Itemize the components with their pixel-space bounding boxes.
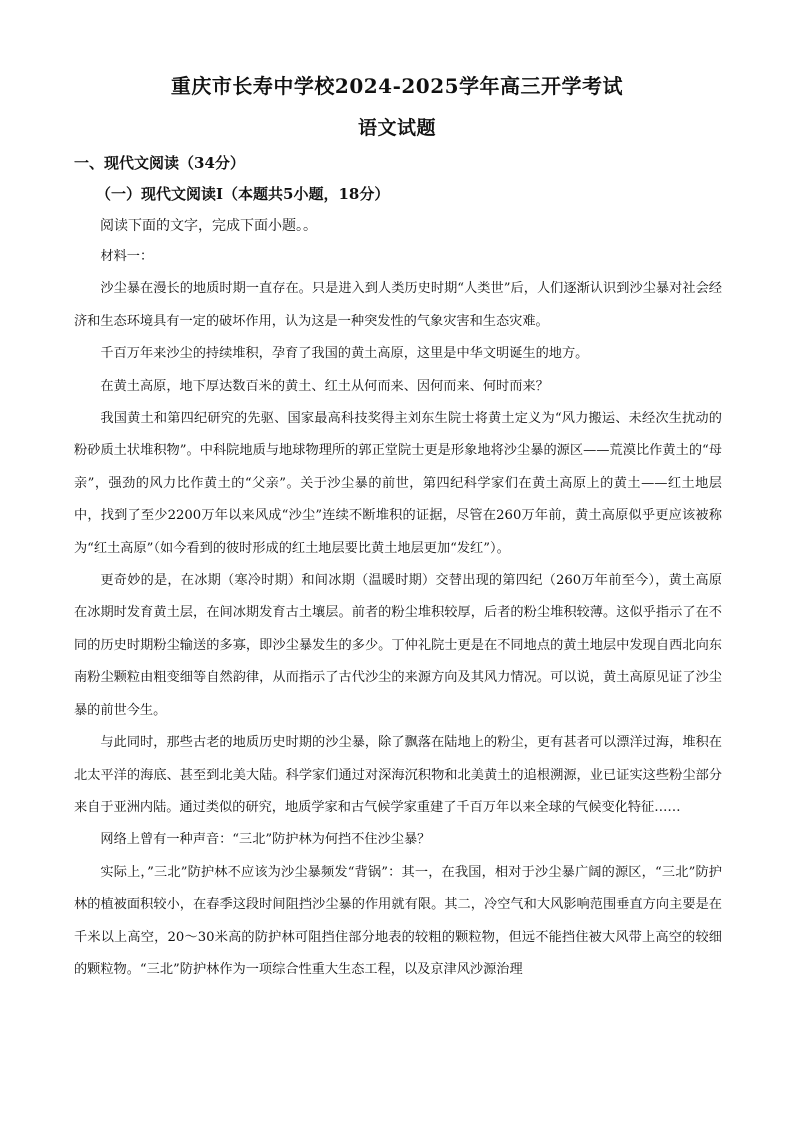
paragraph: 实际上，”三北”防护林不应该为沙尘暴频发“背锅”：其一，在我国，相对于沙尘暴广阔的源区，“三北”防护林的植被面积较小，在春季这段时间阻挡沙尘暴的作用就有限。其二，冷空气和大风影响范围垂直方向主要是在千米以上高空，20～30米高的防护林可阻挡住部分地表的较粗的颗粒物，但远不能挡住被大风带上高空的较细的颗粒物。“三北”防护林作为一项综合性重大生态工程，以及京津风沙源治理 (74, 864, 722, 977)
paragraph: 我国黄土和第四纪研究的先驱、国家最高科技奖得主刘东生院士将黄土定义为“风力搬运、未经次生扰动的粉砂质土状堆积物”。中科院地质与地球物理所的郭正堂院士更是形象地将沙尘暴的源区——荒漠比作黄土的“母亲”，强劲的风力比作黄土的“父亲”。关于沙尘暴的前世，第四纪科学家们在黄土高原上的黄土——红土地层中，找到了至少2200万年以来风成“沙尘”连续不断堆积的证据，尽管在260万年前，黄土高原似乎更应该被称为“红土高原”（如今看到的彼时形成的红土地层要比黄土地层更加“发红”）。 (74, 411, 722, 556)
paragraph: 更奇妙的是，在冰期（寒冷时期）和间冰期（温暖时期）交替出现的第四纪（260万年前至今），黄土高原在冰期时发育黄土层，在间冰期发育古土壤层。前者的粉尘堆积较厚，后者的粉尘堆积较薄。这似乎指示了在不同的历史时期粉尘输送的多寡，即沙尘暴发生的多少。丁仲礼院士更是在不同地点的黄土地层中发现自西北向东南粉尘颗粒由粗变细等自然韵律，从而指示了古代沙尘的来源方向及其风力情况。可以说，黄土高原见证了沙尘暴的前世今生。 (74, 573, 722, 718)
paragraph: 沙尘暴在漫长的地质时期一直存在。只是进入到人类历史时期“人类世”后，人们逐渐认识到沙尘暴对社会经济和生态环境具有一定的破坏作用，认为这是一种突发性的气象灾害和生态灾难。 (74, 281, 722, 329)
paragraph: 网络上曾有一种声音：“三北”防护林为何挡不住沙尘暴？ (100, 832, 431, 848)
passage-body (74, 241, 722, 986)
section-subheading: （一）现代文阅读Ⅰ（本题共5小题，18分） (96, 185, 390, 203)
paragraph: 与此同时，那些古老的地质历史时期的沙尘暴，除了飘落在陆地上的粉尘，更有甚者可以漂洋过海，堆积在北太平洋的海底、甚至到北美大陆。科学家们通过对深海沉积物和北美黄土的追根溯源，业已证实这些粉尘部分来自于亚洲内陆。通过类似的研究，地质学家和古气候学家重建了千百万年以来全球的气候变化特征…… (74, 735, 722, 815)
section-heading: 一、现代文阅读（34分） (74, 154, 245, 172)
exam-subtitle: 语文试题 (357, 117, 436, 139)
paragraph: 千百万年来沙尘的持续堆积，孕育了我国的黄土高原，这里是中华文明诞生的地方。 (100, 346, 589, 362)
material-label: 材料一： (100, 249, 154, 264)
paragraph: 在黄土高原，地下厚达数百米的黄土、红土从何而来、因何而来、何时而来？ (100, 378, 549, 394)
reading-instruction: 阅读下面的文字，完成下面小题。。 (100, 218, 317, 234)
exam-title: 重庆市长寿中学校2024-2025学年高三开学考试 (170, 74, 624, 98)
